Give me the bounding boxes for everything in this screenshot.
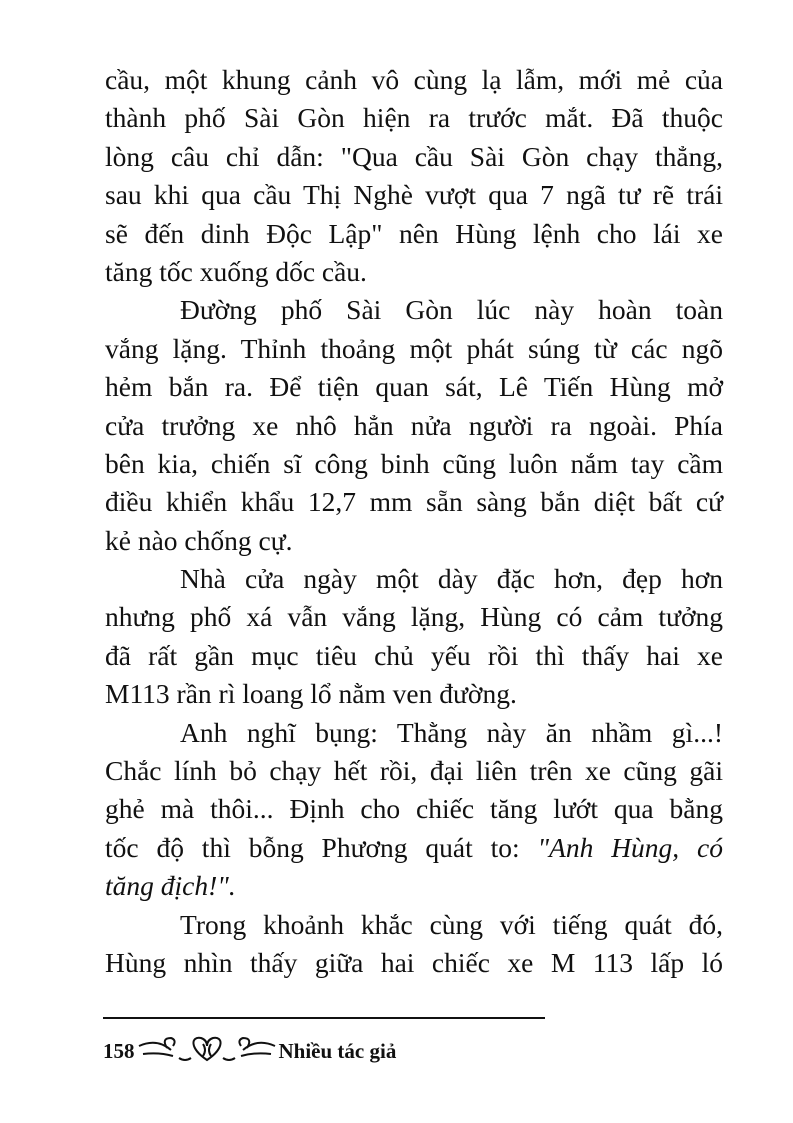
text-line: thành phố Sài Gòn hiện ra trước mắt. Đã thuộc <box>105 102 723 134</box>
page-body-text <box>105 61 723 982</box>
text-line: đã rất gần mục tiêu chủ yếu rồi thì thấy hai xe <box>105 639 723 671</box>
text-line: Anh nghĩ bụng: Thằng này ăn nhầm gì...! <box>180 716 723 748</box>
text-line: ghẻ mà thôi... Định cho chiếc tăng lướt qua bằng <box>105 793 723 825</box>
floral-ornament-icon <box>137 1032 277 1070</box>
text-line: Nhà cửa ngày một dày đặc hơn, đẹp hơn <box>180 563 723 595</box>
text-line: Chắc lính bỏ chạy hết rồi, đại liên trên xe cũng gãi <box>105 755 723 787</box>
text-line: lòng câu chỉ dẫn: "Qua cầu Sài Gòn chạy thẳng, <box>105 140 723 172</box>
text-line: cầu, một khung cảnh vô cùng lạ lẫm, mới mẻ của <box>105 64 723 95</box>
page-number: 158 <box>103 1038 135 1063</box>
text-line: cửa trưởng xe nhô hẳn nửa người ra ngoài. Phía <box>105 409 723 441</box>
text-segment: tốc độ thì bỗng Phương quát to: <box>105 831 538 863</box>
text-line: bên kia, chiến sĩ công binh cũng luôn nắm tay cầm <box>105 447 723 479</box>
text-line: vắng lặng. Thỉnh thoảng một phát súng từ các ngõ <box>105 332 723 364</box>
text-line: tăng tốc xuống dốc cầu. <box>105 255 367 287</box>
text-line: nhưng phố xá vẫn vắng lặng, Hùng có cảm tưởng <box>105 601 723 633</box>
text-line: M113 rần rì loang lổ nằm ven đường. <box>105 678 517 710</box>
author-name: Nhiều tác giả <box>278 1038 397 1063</box>
text-line: kẻ nào chống cự. <box>105 524 293 556</box>
text-line <box>105 829 723 867</box>
footer-rule <box>103 1017 545 1019</box>
text-line: Đường phố Sài Gòn lúc này hoàn toàn <box>180 294 723 326</box>
page-footer <box>103 1032 396 1070</box>
text-line: điều khiển khẩu 12,7 mm sẵn sàng bắn diệt bất cứ <box>105 486 723 518</box>
text-line: sẽ đến dinh Độc Lập" nên Hùng lệnh cho lái xe <box>105 217 723 249</box>
text-line: hẻm bắn ra. Để tiện quan sát, Lê Tiến Hùng mở <box>105 371 723 403</box>
text-line: sau khi qua cầu Thị Nghè vượt qua 7 ngã tư rẽ trái <box>105 179 723 211</box>
italic-quote: tăng địch!". <box>105 870 236 902</box>
text-line: Hùng nhìn thấy giữa hai chiếc xe M 113 lấp ló <box>105 946 723 978</box>
text-line: Trong khoảnh khắc cùng với tiếng quát đó, <box>180 908 723 940</box>
italic-quote: "Anh Hùng, có <box>537 831 723 863</box>
